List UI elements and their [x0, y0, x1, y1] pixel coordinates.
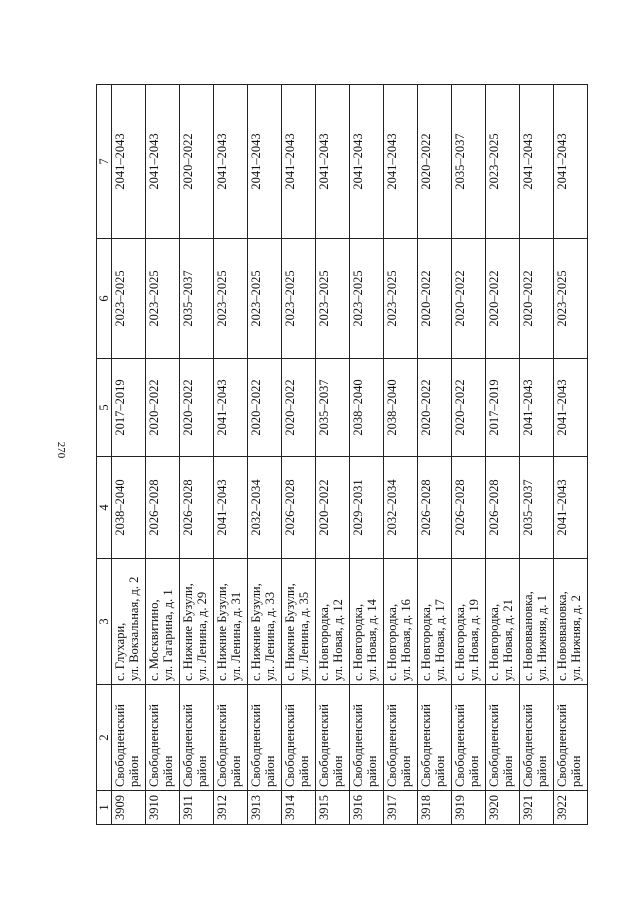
address-line-2: ул. Гагарина, д. 1 — [161, 589, 175, 681]
period-cell-5 — [554, 359, 588, 457]
address-line-1: с. Новгородка, — [385, 603, 399, 681]
header-cell-7: 7 — [97, 85, 112, 239]
address-line-2: ул. Ленина, д. 33 — [263, 591, 277, 681]
district-line-1: Свободненский — [453, 704, 467, 787]
address-line-1: с. Глухари, — [113, 622, 127, 681]
row-number-text: 3915 — [317, 795, 331, 820]
row-number-cell — [520, 791, 554, 825]
row-number-cell — [248, 791, 282, 825]
period-7-text: 2020–2022 — [419, 133, 433, 190]
period-cell-7 — [248, 85, 282, 239]
period-cell-6 — [350, 239, 384, 359]
table-row — [316, 85, 350, 825]
period-cell-7 — [350, 85, 384, 239]
period-cell-4 — [248, 457, 282, 559]
district-line-2: район — [229, 755, 243, 787]
row-number-cell — [146, 791, 180, 825]
row-number-cell — [554, 791, 588, 825]
header-cell-2: 2 — [97, 685, 112, 791]
period-7-text: 2035–2037 — [453, 133, 467, 190]
district-line-2: район — [467, 755, 481, 787]
district-cell — [112, 685, 146, 791]
period-6-text: 2023–2025 — [147, 270, 161, 327]
district-cell — [350, 685, 384, 791]
address-line-1: с. Москвитино, — [147, 599, 161, 681]
address-line-1: с. Новгородка, — [351, 603, 365, 681]
address-line-2: ул. Новая, д. 12 — [331, 599, 345, 681]
district-line-1: Свободненский — [181, 704, 195, 787]
address-line-2: ул. Новая, д. 17 — [433, 599, 447, 681]
period-5-text: 2020–2022 — [249, 379, 263, 436]
period-cell-4 — [214, 457, 248, 559]
address-line-2: ул. Ленина, д. 31 — [229, 591, 243, 681]
period-cell-5 — [214, 359, 248, 457]
district-line-2: район — [195, 755, 209, 787]
period-cell-5 — [112, 359, 146, 457]
period-cell-6 — [520, 239, 554, 359]
district-line-1: Свободненский — [385, 704, 399, 787]
period-5-text: 2035–2037 — [317, 379, 331, 436]
period-4-text: 2026–2028 — [487, 479, 501, 536]
address-line-1: с. Новгородка, — [487, 603, 501, 681]
period-7-text: 2041–2043 — [249, 133, 263, 190]
period-cell-7 — [316, 85, 350, 239]
period-cell-6 — [384, 239, 418, 359]
period-7-text: 2041–2043 — [317, 133, 331, 190]
table-row — [384, 85, 418, 825]
period-7-text: 2041–2043 — [521, 133, 535, 190]
district-line-1: Свободненский — [249, 704, 263, 787]
period-6-text: 2020–2022 — [453, 270, 467, 327]
district-line-1: Свободненский — [147, 704, 161, 787]
row-number-text: 3909 — [113, 795, 127, 820]
district-cell — [316, 685, 350, 791]
address-cell — [384, 559, 418, 685]
period-cell-5 — [282, 359, 316, 457]
period-6-text: 2023–2025 — [317, 270, 331, 327]
period-cell-5 — [146, 359, 180, 457]
district-line-2: район — [127, 755, 141, 787]
district-line-1: Свободненский — [419, 704, 433, 787]
table-row — [282, 85, 316, 825]
period-cell-6 — [418, 239, 452, 359]
address-cell — [112, 559, 146, 685]
period-cell-5 — [316, 359, 350, 457]
row-number-text: 3913 — [249, 795, 263, 820]
period-6-text: 2023–2025 — [113, 270, 127, 327]
table-body — [97, 85, 588, 825]
period-cell-4 — [554, 457, 588, 559]
row-number-cell — [452, 791, 486, 825]
period-5-text: 2020–2022 — [181, 379, 195, 436]
address-cell — [282, 559, 316, 685]
address-line-1: с. Нижние Бузули, — [249, 583, 263, 681]
period-7-text: 2041–2043 — [351, 133, 365, 190]
district-cell — [282, 685, 316, 791]
period-6-text: 2023–2025 — [215, 270, 229, 327]
period-7-text: 2041–2043 — [385, 133, 399, 190]
address-line-1: с. Новгородка, — [453, 603, 467, 681]
district-line-1: Свободненский — [317, 704, 331, 787]
period-6-text: 2023–2025 — [555, 270, 569, 327]
period-cell-5 — [180, 359, 214, 457]
address-line-1: с. Новгородка, — [317, 603, 331, 681]
address-cell — [248, 559, 282, 685]
period-5-text: 2020–2022 — [147, 379, 161, 436]
period-cell-7 — [452, 85, 486, 239]
address-cell — [520, 559, 554, 685]
header-row — [97, 85, 112, 825]
period-7-text: 2020–2022 — [181, 133, 195, 190]
row-number-text: 3919 — [453, 795, 467, 820]
period-cell-4 — [112, 457, 146, 559]
period-4-text: 2026–2028 — [283, 479, 297, 536]
period-5-text: 2020–2022 — [419, 379, 433, 436]
row-number-cell — [214, 791, 248, 825]
district-line-2: район — [297, 755, 311, 787]
period-cell-4 — [418, 457, 452, 559]
district-cell — [486, 685, 520, 791]
period-cell-5 — [384, 359, 418, 457]
district-cell — [520, 685, 554, 791]
address-cell — [350, 559, 384, 685]
row-number-text: 3920 — [487, 795, 501, 820]
period-cell-7 — [554, 85, 588, 239]
period-cell-7 — [282, 85, 316, 239]
period-4-text: 2026–2028 — [181, 479, 195, 536]
district-line-1: Свободненский — [113, 704, 127, 787]
row-number-cell — [180, 791, 214, 825]
district-line-2: район — [365, 755, 379, 787]
period-cell-6 — [180, 239, 214, 359]
table-row — [520, 85, 554, 825]
period-5-text: 2020–2022 — [453, 379, 467, 436]
period-4-text: 2020–2022 — [317, 479, 331, 536]
period-4-text: 2026–2028 — [147, 479, 161, 536]
period-4-text: 2032–2034 — [249, 479, 263, 536]
period-5-text: 2041–2043 — [555, 379, 569, 436]
period-cell-6 — [112, 239, 146, 359]
district-line-1: Свободненский — [351, 704, 365, 787]
rotated-table-wrapper — [96, 85, 584, 825]
period-cell-5 — [452, 359, 486, 457]
period-4-text: 2038–2040 — [113, 479, 127, 536]
address-cell — [180, 559, 214, 685]
period-5-text: 2017–2019 — [487, 379, 501, 436]
period-6-text: 2023–2025 — [385, 270, 399, 327]
address-line-1: с. Нижние Бузули, — [283, 583, 297, 681]
table-row — [418, 85, 452, 825]
address-line-2: ул. Вокзальная, д. 2 — [127, 576, 141, 681]
period-cell-6 — [248, 239, 282, 359]
period-4-text: 2032–2034 — [385, 479, 399, 536]
row-number-cell — [316, 791, 350, 825]
row-number-text: 3914 — [283, 795, 297, 820]
period-cell-7 — [214, 85, 248, 239]
period-6-text: 2023–2025 — [283, 270, 297, 327]
address-cell — [418, 559, 452, 685]
row-number-cell — [112, 791, 146, 825]
row-number-text: 3918 — [419, 795, 433, 820]
address-cell — [214, 559, 248, 685]
period-cell-4 — [384, 457, 418, 559]
page-number: 270 — [55, 441, 67, 459]
row-number-text: 3921 — [521, 795, 535, 820]
district-cell — [146, 685, 180, 791]
period-cell-7 — [180, 85, 214, 239]
header-cell-3: 3 — [97, 559, 112, 685]
table-row — [486, 85, 520, 825]
period-cell-5 — [486, 359, 520, 457]
table-row — [180, 85, 214, 825]
district-cell — [248, 685, 282, 791]
period-5-text: 2038–2040 — [385, 379, 399, 436]
header-cell-5: 5 — [97, 359, 112, 457]
period-4-text: 2026–2028 — [453, 479, 467, 536]
period-6-text: 2020–2022 — [521, 270, 535, 327]
row-number-text: 3917 — [385, 795, 399, 820]
address-line-2: ул. Нижняя, д. 1 — [535, 595, 549, 681]
district-line-1: Свободненский — [555, 704, 569, 787]
header-cell-6: 6 — [97, 239, 112, 359]
row-number-cell — [350, 791, 384, 825]
period-cell-5 — [520, 359, 554, 457]
period-cell-4 — [486, 457, 520, 559]
district-line-2: район — [535, 755, 549, 787]
period-cell-4 — [316, 457, 350, 559]
district-line-2: район — [569, 755, 583, 787]
district-line-1: Свободненский — [487, 704, 501, 787]
period-7-text: 2041–2043 — [147, 133, 161, 190]
period-cell-7 — [418, 85, 452, 239]
district-line-2: район — [433, 755, 447, 787]
address-line-2: ул. Нижняя, д. 2 — [569, 595, 583, 681]
row-number-text: 3912 — [215, 795, 229, 820]
address-cell — [452, 559, 486, 685]
address-line-1: с. Нижние Бузули, — [181, 583, 195, 681]
period-7-text: 2041–2043 — [555, 133, 569, 190]
period-cell-5 — [350, 359, 384, 457]
table-row — [350, 85, 384, 825]
period-6-text: 2023–2025 — [351, 270, 365, 327]
period-cell-4 — [146, 457, 180, 559]
address-cell — [146, 559, 180, 685]
address-line-2: ул. Новая, д. 14 — [365, 599, 379, 681]
district-line-2: район — [331, 755, 345, 787]
period-cell-6 — [282, 239, 316, 359]
table-row — [146, 85, 180, 825]
period-cell-4 — [180, 457, 214, 559]
row-number-text: 3911 — [181, 795, 195, 820]
row-number-text: 3916 — [351, 795, 365, 820]
period-5-text: 2041–2043 — [521, 379, 535, 436]
district-line-1: Свободненский — [521, 704, 535, 787]
period-cell-6 — [554, 239, 588, 359]
header-cell-1: 1 — [97, 791, 112, 825]
row-number-cell — [384, 791, 418, 825]
header-cell-4: 4 — [97, 457, 112, 559]
address-line-1: с. Нововвановка, — [555, 591, 569, 681]
district-cell — [452, 685, 486, 791]
housing-repair-table — [96, 84, 588, 825]
period-cell-6 — [146, 239, 180, 359]
address-line-2: ул. Ленина, д. 35 — [297, 591, 311, 681]
period-cell-6 — [214, 239, 248, 359]
row-number-cell — [282, 791, 316, 825]
period-cell-7 — [520, 85, 554, 239]
period-4-text: 2041–2043 — [215, 479, 229, 536]
row-number-cell — [418, 791, 452, 825]
address-cell — [486, 559, 520, 685]
period-cell-5 — [248, 359, 282, 457]
address-line-1: с. Нижние Бузули, — [215, 583, 229, 681]
row-number-text: 3910 — [147, 795, 161, 820]
address-line-2: ул. Новая, д. 19 — [467, 599, 481, 681]
table-row — [112, 85, 146, 825]
period-cell-6 — [486, 239, 520, 359]
period-cell-4 — [452, 457, 486, 559]
district-line-2: район — [399, 755, 413, 787]
period-5-text: 2038–2040 — [351, 379, 365, 436]
period-4-text: 2029–2031 — [351, 479, 365, 536]
table-row — [554, 85, 588, 825]
period-cell-7 — [384, 85, 418, 239]
period-7-text: 2041–2043 — [113, 133, 127, 190]
row-number-text: 3922 — [555, 795, 569, 820]
district-cell — [554, 685, 588, 791]
period-cell-7 — [146, 85, 180, 239]
period-6-text: 2023–2025 — [249, 270, 263, 327]
district-line-1: Свободненский — [215, 704, 229, 787]
address-line-1: с. Нововвановка, — [521, 591, 535, 681]
period-6-text: 2020–2022 — [487, 270, 501, 327]
district-line-2: район — [161, 755, 175, 787]
period-5-text: 2041–2043 — [215, 379, 229, 436]
address-cell — [316, 559, 350, 685]
district-line-1: Свободненский — [283, 704, 297, 787]
period-7-text: 2041–2043 — [283, 133, 297, 190]
period-6-text: 2035–2037 — [181, 270, 195, 327]
period-4-text: 2026–2028 — [419, 479, 433, 536]
period-7-text: 2023–2025 — [487, 133, 501, 190]
period-5-text: 2017–2019 — [113, 379, 127, 436]
district-cell — [418, 685, 452, 791]
period-4-text: 2041–2043 — [555, 479, 569, 536]
address-line-2: ул. Новая, д. 21 — [501, 599, 515, 681]
period-cell-6 — [316, 239, 350, 359]
district-cell — [214, 685, 248, 791]
table-row — [452, 85, 486, 825]
period-cell-6 — [452, 239, 486, 359]
period-7-text: 2041–2043 — [215, 133, 229, 190]
row-number-cell — [486, 791, 520, 825]
address-line-2: ул. Новая, д. 16 — [399, 599, 413, 681]
district-cell — [180, 685, 214, 791]
table-row — [248, 85, 282, 825]
address-cell — [554, 559, 588, 685]
period-6-text: 2020–2022 — [419, 270, 433, 327]
address-line-2: ул. Ленина, д. 29 — [195, 591, 209, 681]
period-cell-7 — [486, 85, 520, 239]
address-line-1: с. Новгородка, — [419, 603, 433, 681]
period-5-text: 2020–2022 — [283, 379, 297, 436]
period-cell-4 — [282, 457, 316, 559]
period-4-text: 2035–2037 — [521, 479, 535, 536]
period-cell-7 — [112, 85, 146, 239]
period-cell-4 — [520, 457, 554, 559]
period-cell-4 — [350, 457, 384, 559]
district-line-2: район — [263, 755, 277, 787]
district-cell — [384, 685, 418, 791]
district-line-2: район — [501, 755, 515, 787]
table-row — [214, 85, 248, 825]
period-cell-5 — [418, 359, 452, 457]
